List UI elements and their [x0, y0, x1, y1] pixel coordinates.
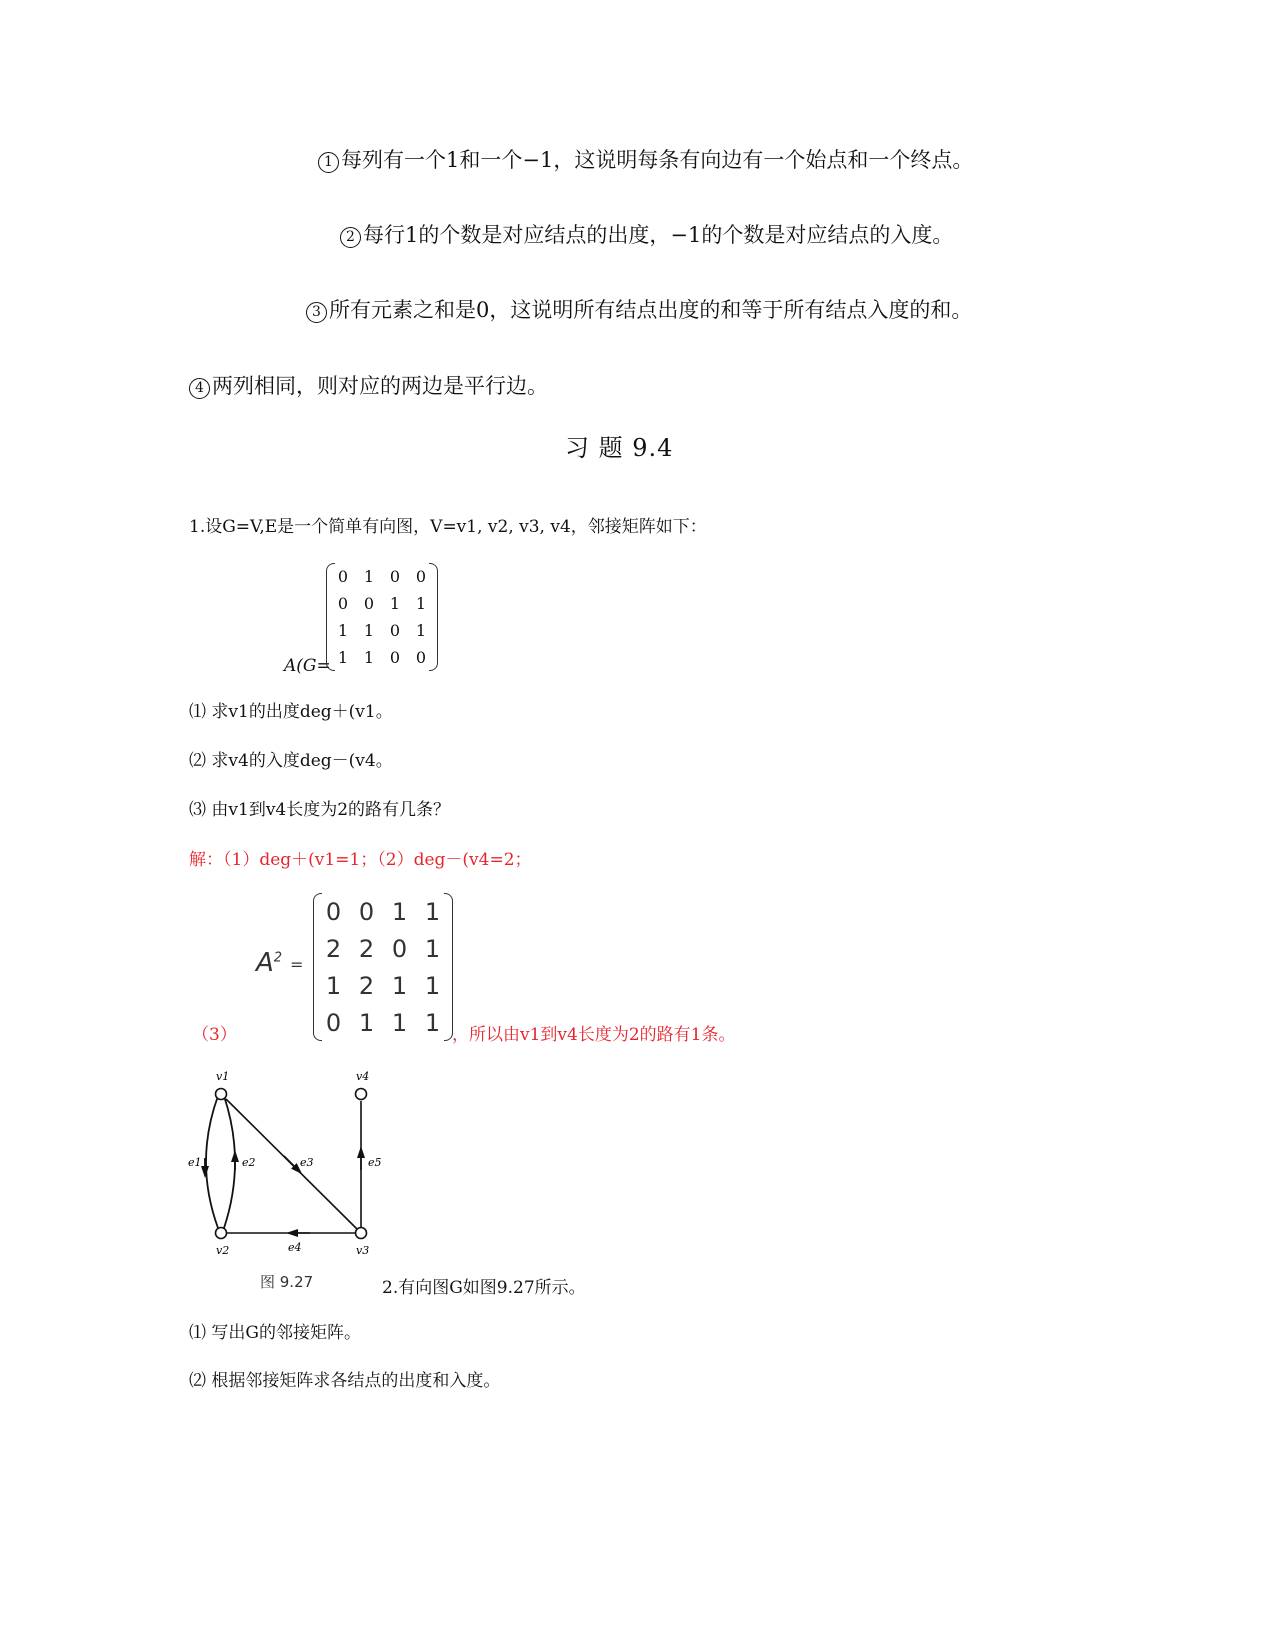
- a2-exponent: 2: [273, 950, 283, 966]
- a2-matrix: [313, 893, 453, 1041]
- label-v2: v2: [216, 1244, 230, 1257]
- q1-stem: 1.设G=V,E是一个简单有向图，V=v1, v2, v3, v4，邻接矩阵如下：: [189, 517, 707, 537]
- circled-number: 3: [306, 302, 327, 323]
- note-text: 每行1的个数是对应结点的出度，−1的个数是对应结点的入度。: [363, 223, 954, 247]
- a2-equals: =: [290, 955, 304, 974]
- node-v3: [356, 1228, 367, 1239]
- answer-3-suffix: ，所以由v1到v4长度为2的路有1条。: [452, 1025, 736, 1045]
- answer-3-prefix: （3）: [192, 1025, 237, 1045]
- label-e5: e5: [368, 1156, 382, 1169]
- matrix-row: 0 0 1 1: [325, 897, 441, 926]
- edge-e2: [224, 1096, 235, 1228]
- note-4: [189, 370, 548, 400]
- matrix-row: 1 1 0 1: [337, 621, 427, 640]
- answer-line: 解：（1）deg＋(v1=1；（2）deg－(v4=2；: [189, 850, 532, 870]
- edge-e1: [206, 1096, 218, 1228]
- matrix-row: 0 0 1 1: [337, 594, 427, 613]
- label-e1: e1: [188, 1156, 202, 1169]
- matrix-label: A(G=: [284, 656, 331, 676]
- label-e2: e2: [242, 1156, 256, 1169]
- matrix-row: 2 2 0 1: [325, 934, 441, 963]
- matrix-row: 1 2 1 1: [325, 971, 441, 1000]
- node-v4: [356, 1089, 367, 1100]
- q2-part-2: ⑵ 根据邻接矩阵求各结点的出度和入度。: [189, 1371, 501, 1391]
- note-2: [340, 219, 953, 249]
- edge-e3-arrow: [284, 1156, 298, 1170]
- circled-number: 1: [318, 152, 339, 173]
- label-v3: v3: [356, 1244, 370, 1257]
- label-v4: v4: [356, 1070, 370, 1083]
- a2-label: [256, 948, 282, 978]
- matrix-row: 0 1 1 1: [325, 1008, 441, 1037]
- directed-graph-figure: [180, 1066, 400, 1266]
- label-e4: e4: [288, 1241, 302, 1254]
- q1-part-3: ⑶ 由v1到v4长度为2的路有几条？: [189, 800, 451, 820]
- note-text: 所有元素之和是0，这说明所有结点出度的和等于所有结点入度的和。: [329, 298, 973, 322]
- node-v2: [216, 1228, 227, 1239]
- matrix-row: 1 1 0 0: [337, 648, 427, 667]
- label-e3: e3: [300, 1156, 314, 1169]
- circled-number: 2: [340, 227, 361, 248]
- note-1: [318, 144, 973, 174]
- a2-base: A: [256, 948, 274, 978]
- q2-stem: 2.有向图G如图9.27所示。: [382, 1278, 586, 1298]
- right-bracket: [444, 893, 453, 1041]
- figure-caption: 图 9.27: [260, 1273, 314, 1291]
- note-text: 两列相同，则对应的两边是平行边。: [212, 374, 548, 398]
- left-bracket: [313, 893, 322, 1041]
- circled-number: 4: [189, 378, 210, 399]
- left-bracket: [326, 563, 335, 671]
- q2-part-1: ⑴ 写出G的邻接矩阵。: [189, 1323, 361, 1343]
- section-title: 习 题 9.4: [565, 434, 674, 462]
- note-3: [306, 294, 972, 324]
- matrix-row: 0 1 0 0: [337, 567, 427, 586]
- note-text: 每列有一个1和一个−1，这说明每条有向边有一个始点和一个终点。: [341, 148, 974, 172]
- q1-part-2: ⑵ 求v4的入度deg－(v4。: [189, 751, 393, 771]
- adjacency-matrix: [326, 563, 438, 671]
- right-bracket: [429, 563, 438, 671]
- q1-part-1: ⑴ 求v1的出度deg＋(v1。: [189, 702, 393, 722]
- label-v1: v1: [216, 1070, 230, 1083]
- node-v1: [216, 1089, 227, 1100]
